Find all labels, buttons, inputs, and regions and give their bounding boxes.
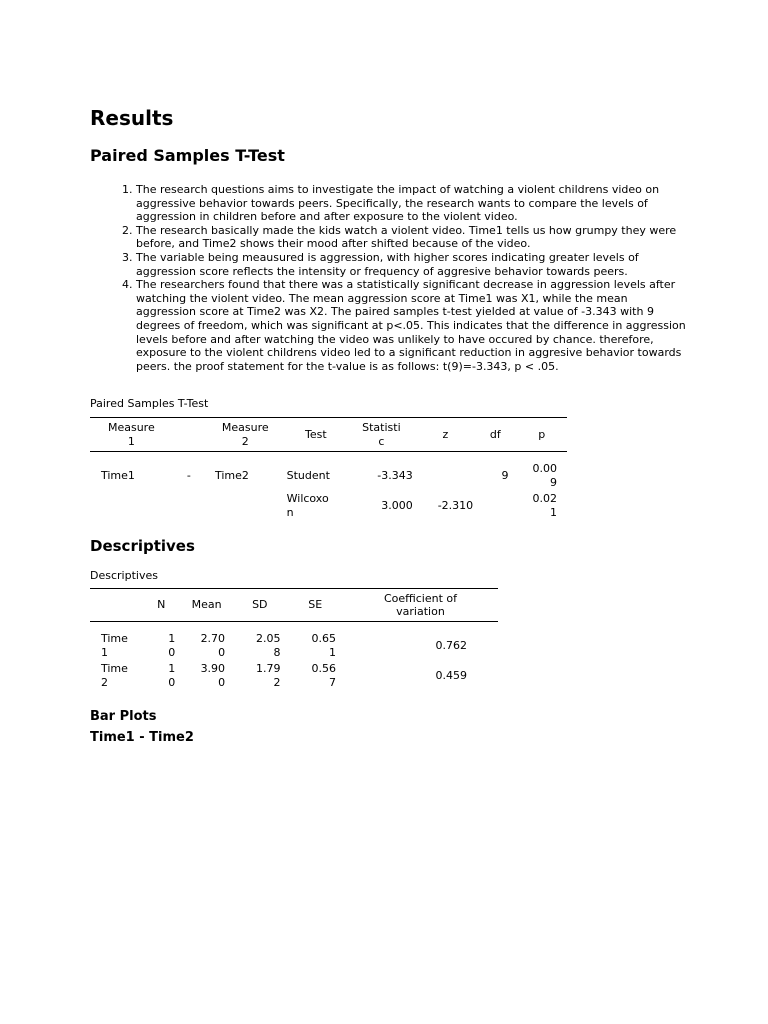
list-item: 2. The research basically made the kids watch a violent video. Time1 tells us how grumpy they were before, and Time2 shows their mood after shifted because of the video. bbox=[136, 224, 690, 251]
cell-n: 10 bbox=[168, 631, 176, 659]
cell-measure1 bbox=[90, 491, 173, 521]
cell-cv: 0.459 bbox=[435, 668, 467, 682]
descriptives-table bbox=[90, 588, 498, 691]
barplots-subheading: Time1 - Time2 bbox=[90, 730, 194, 745]
cell-separator: - bbox=[186, 468, 191, 482]
cell-n: 10 bbox=[168, 661, 176, 689]
cell-measure2 bbox=[205, 491, 286, 521]
cell-test: Student bbox=[286, 468, 330, 482]
cell-cv: 0.762 bbox=[435, 638, 467, 652]
descriptives-table-caption: Descriptives bbox=[90, 569, 158, 582]
cell-df bbox=[474, 491, 516, 521]
col-header-se: SE bbox=[308, 598, 323, 612]
cell-label: Time 2 bbox=[101, 661, 128, 689]
col-header-blank bbox=[90, 589, 141, 622]
ttest-heading: Paired Samples T-Test bbox=[90, 146, 285, 165]
ttest-table-caption: Paired Samples T-Test bbox=[90, 397, 209, 410]
col-header-measure1: Measure 1 bbox=[107, 421, 155, 448]
col-header-df: df bbox=[489, 427, 501, 441]
cell-p: 0.021 bbox=[532, 491, 557, 519]
findings-list bbox=[90, 183, 690, 373]
cell-df: 9 bbox=[501, 468, 509, 482]
col-header-p: p bbox=[538, 427, 546, 441]
cell-statistic: -3.343 bbox=[377, 468, 413, 482]
cell-sd: 1.792 bbox=[256, 661, 281, 689]
cell-sd: 2.058 bbox=[256, 631, 281, 659]
cell-measure2: Time2 bbox=[214, 468, 249, 482]
cell-measure1: Time1 bbox=[101, 468, 135, 482]
col-header-mean: Mean bbox=[191, 598, 222, 612]
cell-z bbox=[417, 461, 474, 491]
cell-separator bbox=[173, 491, 205, 521]
cell-se: 0.651 bbox=[311, 631, 336, 659]
table-row bbox=[90, 631, 498, 661]
barplots-heading: Bar Plots bbox=[90, 709, 157, 724]
list-item: 3. The variable being meausured is aggression, with higher scores indicating greater levels of aggression score reflects the intensity or frequency of aggresive behavior towards peers. bbox=[136, 251, 690, 278]
col-header-z: z bbox=[442, 427, 449, 441]
table-row bbox=[90, 461, 567, 491]
table-row bbox=[90, 491, 567, 521]
cell-test: Wilcoxon bbox=[286, 491, 329, 519]
cell-mean: 2.700 bbox=[200, 631, 226, 659]
cell-z: -2.310 bbox=[437, 498, 474, 512]
col-header-separator bbox=[173, 418, 205, 452]
table-row bbox=[90, 661, 498, 691]
cell-p: 0.009 bbox=[532, 461, 557, 489]
col-header-statistic: Statistic bbox=[362, 421, 401, 448]
cell-statistic: 3.000 bbox=[381, 498, 413, 512]
col-header-test: Test bbox=[305, 427, 327, 441]
ttest-table bbox=[90, 417, 567, 521]
list-item: 4. The researchers found that there was a statistically significant decrease in aggression levels after watching the violent video. The mean aggression score at Time1 was X1, while the mean aggression score at Time2 was X2. The paired samples t-test yielded at value of -3.343 with 9 degrees of freedom, which was significant at p<.05. This indicates that the difference in aggression levels before and after watching the video was unlikely to have occured by chance. therefore, exposure to the violent childrens video led to a significant reduction in aggresive behavior towards peers. the proof statement for the t-value is as follows: t(9)=-3.343, p < .05. bbox=[136, 278, 690, 373]
cell-mean: 3.900 bbox=[200, 661, 226, 689]
descriptives-heading: Descriptives bbox=[90, 537, 195, 555]
list-item: 1. The research questions aims to investigate the impact of watching a violent childrens video on aggressive behavior towards peers. Specifically, the research wants to compare the levels of aggression in children before and after exposure to the violent video. bbox=[136, 183, 690, 224]
col-header-sd: SD bbox=[252, 598, 268, 612]
col-header-n: N bbox=[157, 598, 166, 612]
cell-label: Time 1 bbox=[101, 631, 128, 659]
cell-se: 0.567 bbox=[311, 661, 336, 689]
page-title: Results bbox=[90, 106, 174, 130]
col-header-cv: Coefficient of variation bbox=[383, 591, 458, 618]
col-header-measure2: Measure 2 bbox=[221, 421, 269, 448]
